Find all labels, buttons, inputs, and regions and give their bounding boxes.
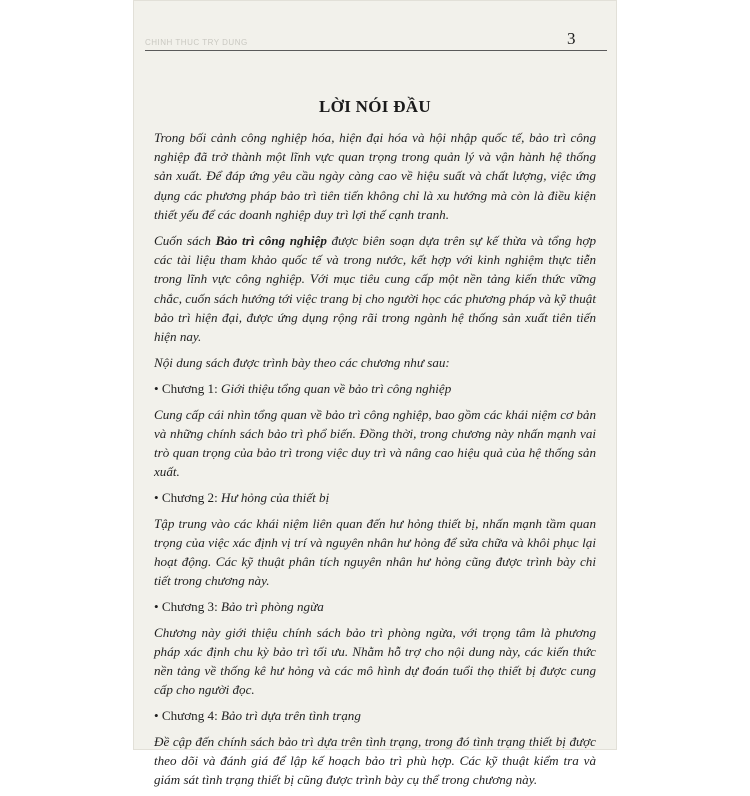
chapter-3-heading [154, 597, 596, 616]
chapter-1-title: Giới thiệu tổng quan về bảo trì công nghiệp [220, 381, 452, 397]
chapter-3-title: Bảo trì phòng ngừa [220, 599, 324, 615]
chapter-4-heading [154, 706, 596, 725]
chapter-1-label: • Chương 1: [154, 381, 221, 397]
preface-body [154, 128, 596, 796]
chapter-4-description: Đề cập đến chính sách bảo trì dựa trên tình trạng, trong đó tình trạng thiết bị được theo dõi và đánh giá để lập kế hoạch bảo trì phù hợp. Các kỹ thuật kiểm tra và giám sát tình trạng thiết bị cũng được trình bày cụ thể trong chương này. [154, 733, 596, 788]
intro-paragraph-2 [154, 231, 596, 346]
chapter-4-label: • Chương 4: [154, 708, 221, 724]
page-title: LỜI NÓI ĐẦU [319, 97, 431, 116]
chapter-1-description: Cung cấp cái nhìn tổng quan về bảo trì công nghiệp, bao gồm các khái niệm cơ bản và những chính sách bảo trì phổ biến. Đồng thời, trong chương này nhấn mạnh vai trò quan trọng của bảo trì trong việc duy trì và nâng cao hiệu quả của hệ thống sản xuất. [154, 406, 596, 480]
book-page [133, 0, 617, 788]
chapter-3-label: • Chương 3: [154, 599, 221, 615]
chapter-2-title: Hư hỏng của thiết bị [220, 490, 330, 506]
running-head: CHINH THUC TRY DUNG [145, 38, 248, 47]
page-number: 3 [567, 29, 576, 48]
chapter-2-description: Tập trung vào các khái niệm liên quan đến hư hỏng thiết bị, nhấn mạnh tầm quan trọng của việc xác định vị trí và nguyên nhân hư hỏng để sửa chữa và khôi phục lại hoạt động. Các kỹ thuật phân tích nguyên nhân hư hỏng cũng được trình bày chi tiết trong chương này. [154, 515, 596, 589]
book-title-emphasis: Bảo trì công nghiệp [215, 233, 327, 249]
header-rule [145, 50, 607, 51]
chapter-2-label: • Chương 2: [154, 490, 221, 506]
chapter-3-description: Chương này giới thiệu chính sách bảo trì phòng ngừa, với trọng tâm là phương pháp xác định chu kỳ bảo trì tối ưu. Nhằm hỗ trợ cho nội dung này, các kiến thức nền tảng về thống kê hư hỏng và các mô hình dự đoán tuổi thọ thiết bị được cung cấp cho người đọc. [154, 624, 596, 698]
intro-paragraph-1: Trong bối cảnh công nghiệp hóa, hiện đại hóa và hội nhập quốc tế, bảo trì công nghiệp đã trở thành một lĩnh vực quan trọng trong quản lý và vận hành hệ thống sản xuất. Để đáp ứng yêu cầu ngày càng cao về hiệu suất và chất lượng, việc ứng dụng các phương pháp bảo trì tiên tiến không chỉ là xu hướng mà còn là điều kiện thiết yếu để các doanh nghiệp duy trì lợi thế cạnh tranh. [154, 130, 596, 222]
chapter-2-heading [154, 488, 596, 507]
intro-paragraph-2-after: được biên soạn dựa trên sự kế thừa và tổng hợp các tài liệu tham khảo quốc tế và trong nước, kết hợp với kinh nghiệm thực tiễn trong lĩnh vực công nghiệp. Với mục tiêu cung cấp một nền tảng kiến thức vững chắc, cuốn sách hướng tới việc trang bị cho người học các phương pháp và kỹ thuật bảo trì hiện đại, được ứng dụng rộng rãi trong ngành hệ thống sản xuất tiên tiến hiện nay. [154, 233, 596, 345]
chapter-1-heading [154, 379, 596, 398]
intro-paragraph-2-before: Cuốn sách [154, 233, 216, 249]
chapter-4-title: Bảo trì dựa trên tình trạng [220, 708, 361, 724]
intro-paragraph-3: Nội dung sách được trình bày theo các chương như sau: [154, 355, 450, 371]
